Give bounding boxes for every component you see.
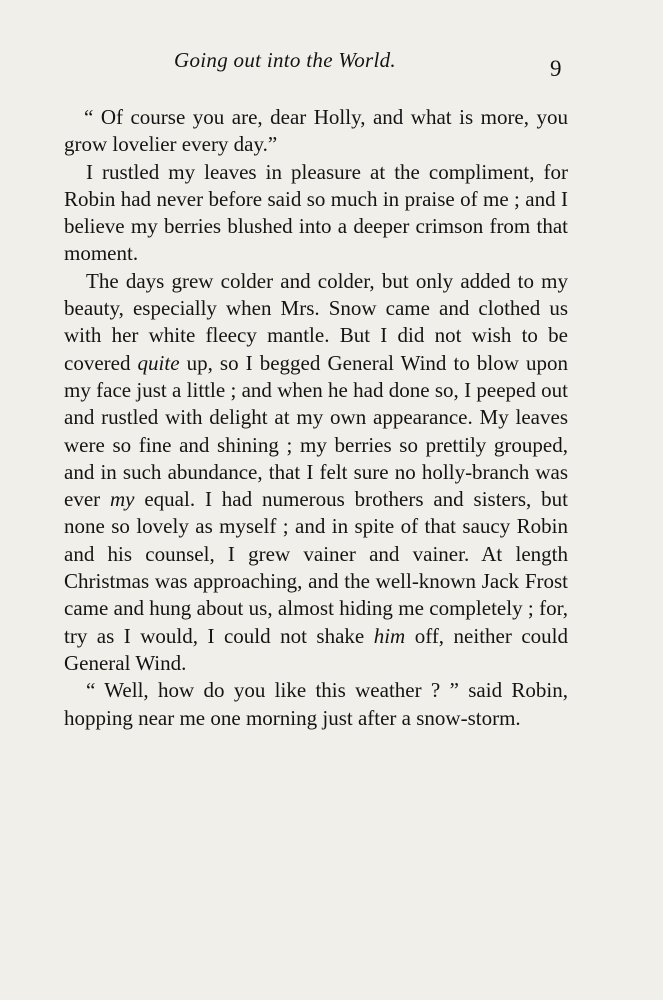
body-text bbox=[64, 104, 568, 732]
paragraph-2: I rustled my leaves in pleasure at the compliment, for Robin had never before said so much in praise of me ; and I believe my berries blushed into a deeper crimson from that moment. bbox=[64, 159, 568, 266]
paragraph-3-text-b: up, so I begged General Wind to blow upon my face just a little ; and when he had done so, I peeped out and rustled with delight at my own appearance. My leaves were so fine and shining ; my berries so prettily grouped, and in such abundance, that I felt sure no holly-branch was ever bbox=[64, 350, 568, 512]
emphasis-quite: quite bbox=[137, 350, 180, 375]
emphasis-my: my bbox=[110, 487, 135, 512]
page-header bbox=[0, 48, 663, 84]
page-number: 9 bbox=[550, 56, 562, 81]
emphasis-him: him bbox=[373, 623, 406, 648]
paragraph-4: “ Well, how do you like this weather ? ” said Robin, hopping near me one morning just after a snow-storm. bbox=[64, 678, 568, 730]
running-title: Going out into the World. bbox=[174, 48, 396, 72]
paragraph-3-text-c: equal. I had numerous brothers and sisters, but none so lovely as myself ; and in spite of that saucy Robin and his counsel, I grew vainer and vainer. At length Christmas was approaching, and the well-known Jack Frost came and hung about us, almost hiding me completely ; for, try as I would, I could not shake bbox=[64, 487, 568, 648]
paragraph-3-text-a: The days grew colder and colder, but only added to my beauty, especially when Mrs. Snow came and clothed us with her white fleecy mantle. But I did not wish to be covered bbox=[64, 268, 568, 375]
paragraph-1: “ Of course you are, dear Holly, and what is more, you grow lovelier every day.” bbox=[64, 105, 568, 157]
paragraph-3-text-d: off, neither could General Wind. bbox=[64, 623, 568, 675]
paragraph-3 bbox=[64, 268, 568, 677]
